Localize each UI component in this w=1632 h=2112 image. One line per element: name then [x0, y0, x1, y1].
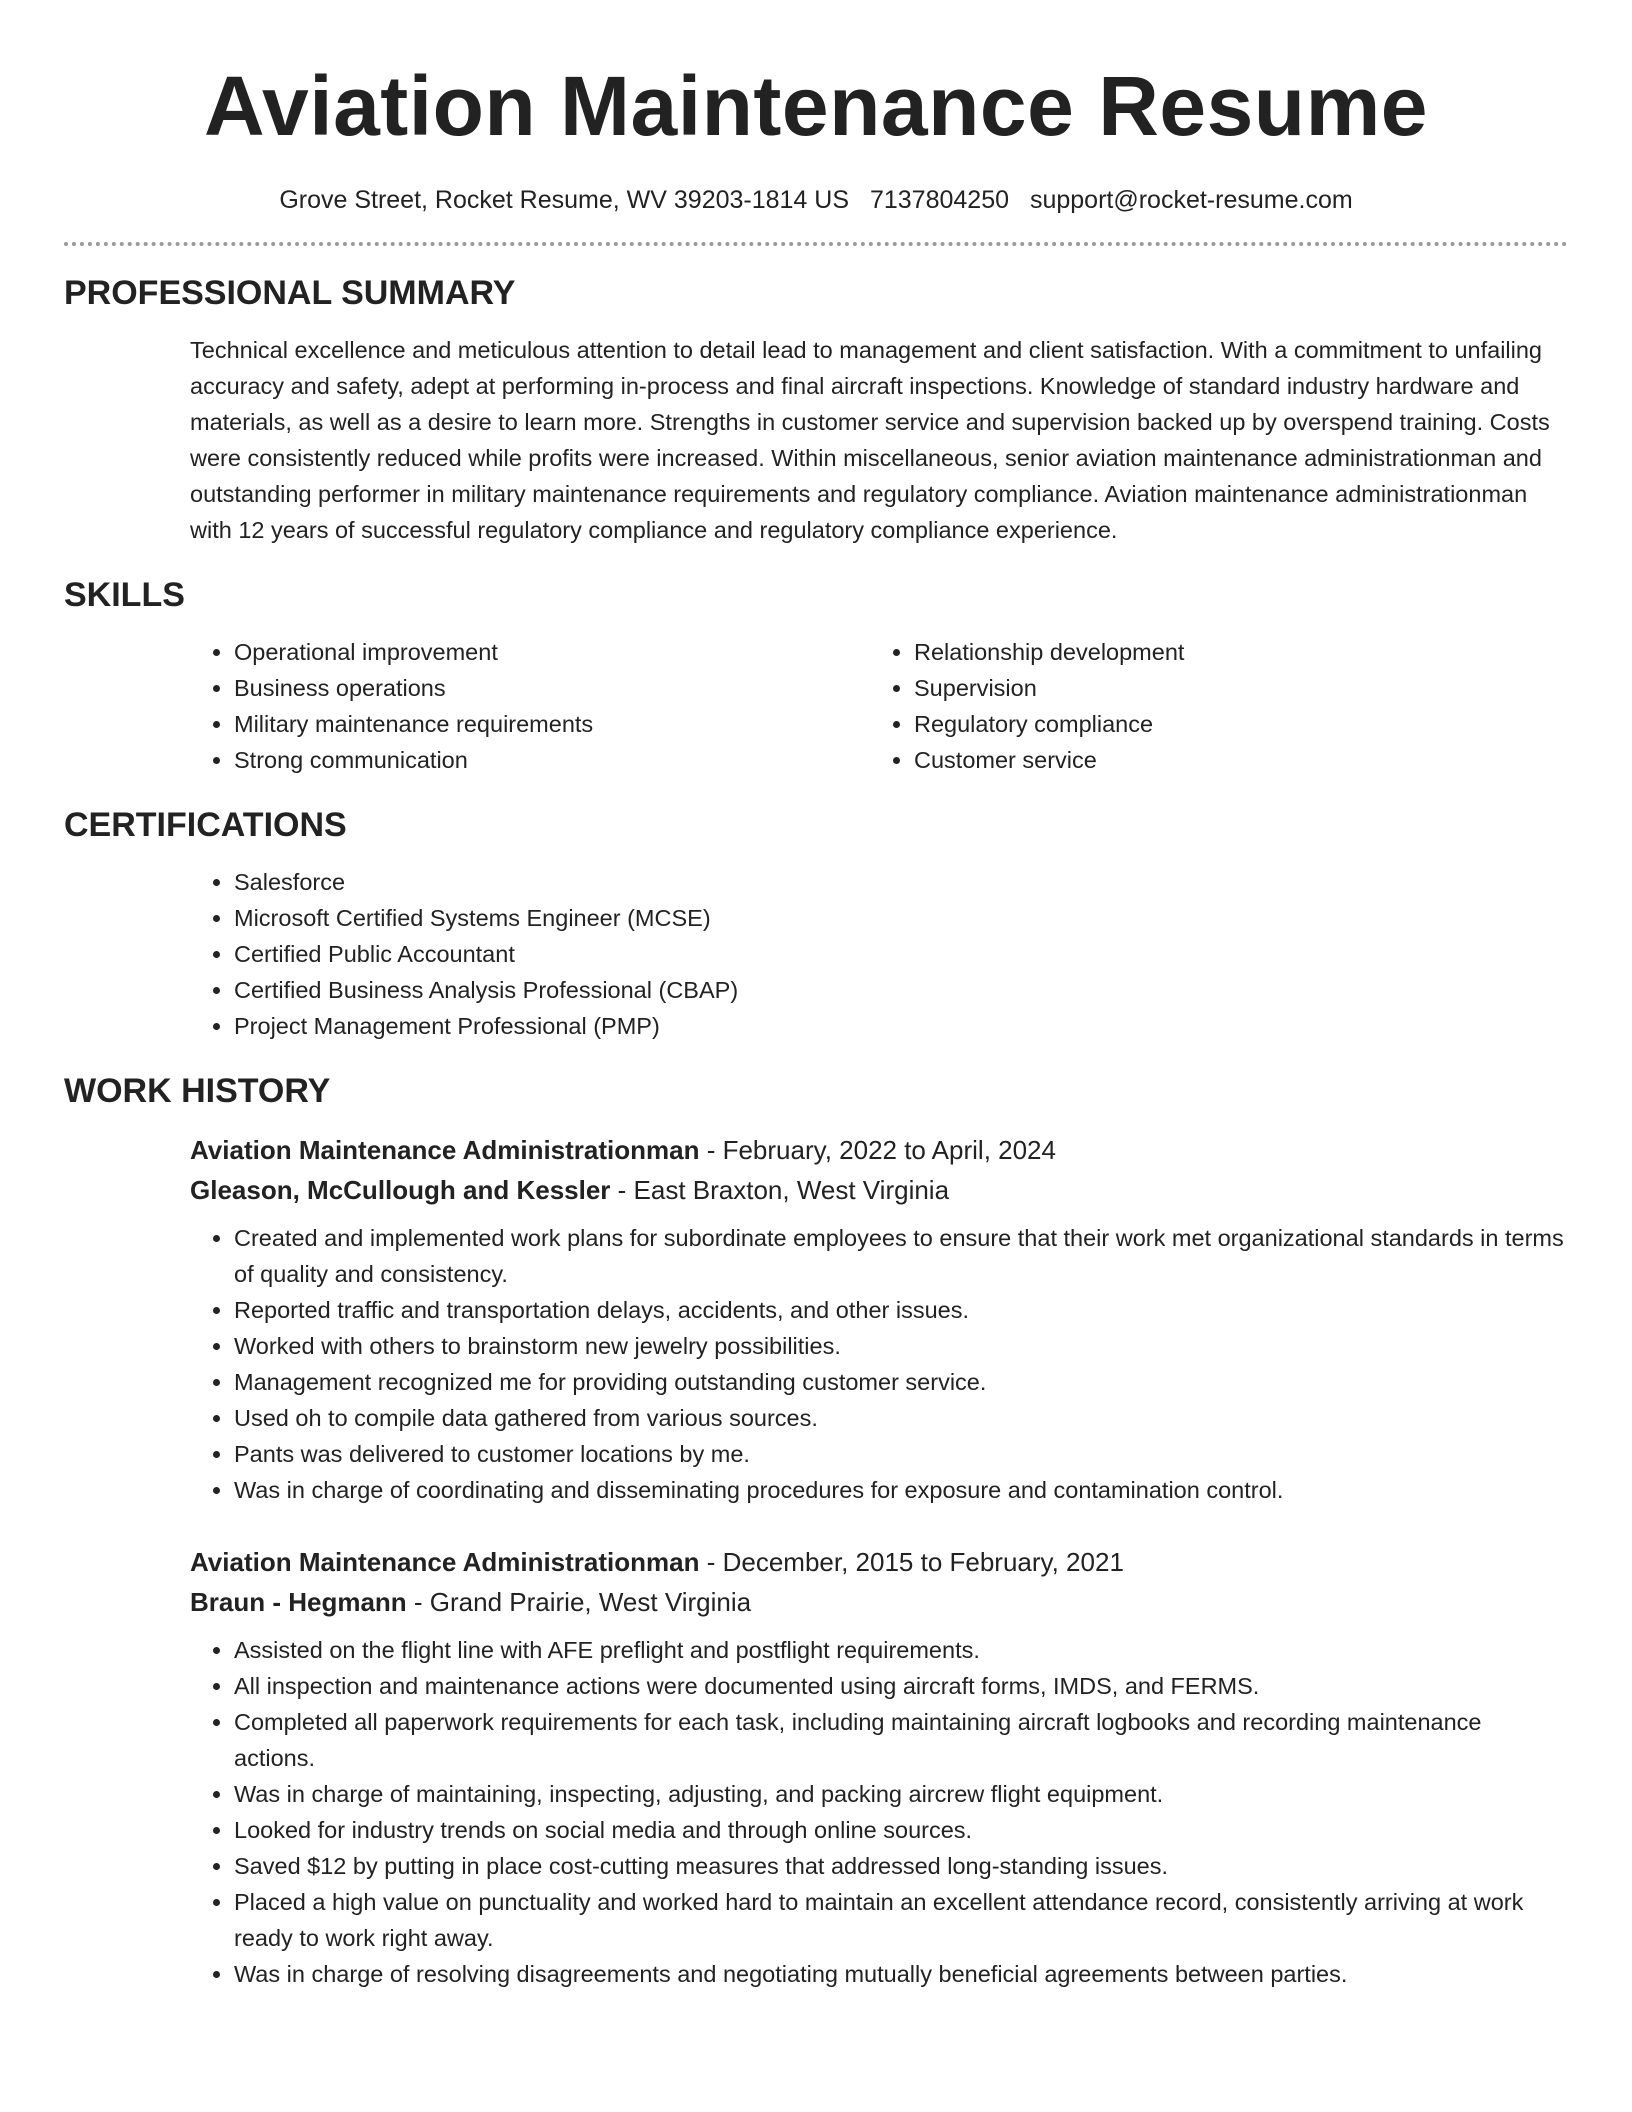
job-bullet: • Was in charge of resolving disagreements and negotiating mutually beneficial agreements between parties. [234, 1956, 1568, 1992]
job-bullet: • Worked with others to brainstorm new jewelry possibilities. [234, 1328, 1568, 1364]
job-entry [190, 1542, 1568, 1992]
job-bullet: • Completed all paperwork requirements for each task, including maintaining aircraft logbooks and recording maintenance actions. [234, 1704, 1568, 1776]
job-bullet: • Was in charge of maintaining, inspecting, adjusting, and packing aircrew flight equipment. [234, 1776, 1568, 1812]
job-title-line [190, 1542, 1568, 1582]
skill-item: • Strong communication [234, 742, 870, 778]
job-bullet: • Looked for industry trends on social media and through online sources. [234, 1812, 1568, 1848]
job-bullet: • Saved $12 by putting in place cost-cutting measures that addressed long-standing issues. [234, 1848, 1568, 1884]
summary-text: Technical excellence and meticulous attention to detail lead to management and client satisfaction. With a commitment to unfailing accuracy and safety, adept at performing in-process and final aircraft inspections. Knowledge of standard industry hardware and materials, as well as a desire to learn more. Strengths in customer service and supervision backed up by overspend training. Costs were consistently reduced while profits were increased. Within miscellaneous, senior aviation maintenance administrationman and outstanding performer in military maintenance requirements and regulatory compliance. Aviation maintenance administrationman with 12 years of successful regulatory compliance and regulatory compliance experience. [190, 337, 1550, 543]
job-bullets [190, 1220, 1568, 1508]
skill-item: • Supervision [914, 670, 1568, 706]
job-location: - Grand Prairie, West Virginia [406, 1587, 752, 1617]
job-title: Aviation Maintenance Administrationman [190, 1135, 700, 1165]
skills-list-left [190, 634, 870, 778]
job-title-line [190, 1130, 1568, 1170]
contact-phone: 7137804250 [869, 186, 1010, 214]
job-company-line [190, 1582, 1568, 1622]
contact-email: support@rocket-resume.com [1029, 186, 1353, 214]
job-bullet: • All inspection and maintenance actions were documented using aircraft forms, IMDS, and FERMS. [234, 1668, 1568, 1704]
certifications-section [64, 804, 1568, 1044]
job-bullets [190, 1632, 1568, 1992]
job-bullet: • Placed a high value on punctuality and worked hard to maintain an excellent attendance record, consistently arriving at work ready to work right away. [234, 1884, 1568, 1956]
certifications-list [190, 864, 1568, 1044]
certification-item: • Microsoft Certified Systems Engineer (MCSE) [234, 900, 1568, 936]
job-company-line [190, 1170, 1568, 1210]
work-history-heading: WORK HISTORY [64, 1072, 331, 1110]
skill-item: • Relationship development [914, 634, 1568, 670]
job-location: - East Braxton, West Virginia [610, 1175, 950, 1205]
job-bullet: • Was in charge of coordinating and disseminating procedures for exposure and contamination control. [234, 1472, 1568, 1508]
certifications-heading: CERTIFICATIONS [64, 806, 347, 844]
skills-heading: SKILLS [64, 576, 185, 614]
skill-item: • Regulatory compliance [914, 706, 1568, 742]
contact-line [64, 184, 1568, 216]
job-entry [190, 1130, 1568, 1508]
certification-item: • Certified Public Accountant [234, 936, 1568, 972]
work-history-section [64, 1070, 1568, 1992]
certification-item: • Certified Business Analysis Professional (CBAP) [234, 972, 1568, 1008]
skill-item: • Business operations [234, 670, 870, 706]
certification-item: • Project Management Professional (PMP) [234, 1008, 1568, 1044]
job-bullet: • Pants was delivered to customer locations by me. [234, 1436, 1568, 1472]
job-bullet: • Reported traffic and transportation delays, accidents, and other issues. [234, 1292, 1568, 1328]
certification-item: • Salesforce [234, 864, 1568, 900]
job-bullet: • Management recognized me for providing outstanding customer service. [234, 1364, 1568, 1400]
job-bullet: • Used oh to compile data gathered from various sources. [234, 1400, 1568, 1436]
job-title: Aviation Maintenance Administrationman [190, 1547, 700, 1577]
header-divider [64, 242, 1568, 246]
job-dates: - February, 2022 to April, 2024 [699, 1135, 1056, 1165]
skill-item: • Operational improvement [234, 634, 870, 670]
contact-address: Grove Street, Rocket Resume, WV 39203-1814 US [279, 186, 850, 214]
skill-item: • Military maintenance requirements [234, 706, 870, 742]
summary-heading: PROFESSIONAL SUMMARY [64, 274, 516, 312]
job-company: Braun - Hegmann [190, 1587, 407, 1617]
job-dates: - December, 2015 to February, 2021 [699, 1547, 1124, 1577]
job-bullet: • Assisted on the flight line with AFE preflight and postflight requirements. [234, 1632, 1568, 1668]
skills-list-right [870, 634, 1568, 778]
skill-item: • Customer service [914, 742, 1568, 778]
job-company: Gleason, McCullough and Kessler [190, 1175, 611, 1205]
job-bullet: • Created and implemented work plans for subordinate employees to ensure that their work met organizational standards in terms of quality and consistency. [234, 1220, 1568, 1292]
skills-section [64, 574, 1568, 778]
summary-section [64, 272, 1568, 548]
resume-title: Aviation Maintenance Resume [203, 59, 1429, 153]
